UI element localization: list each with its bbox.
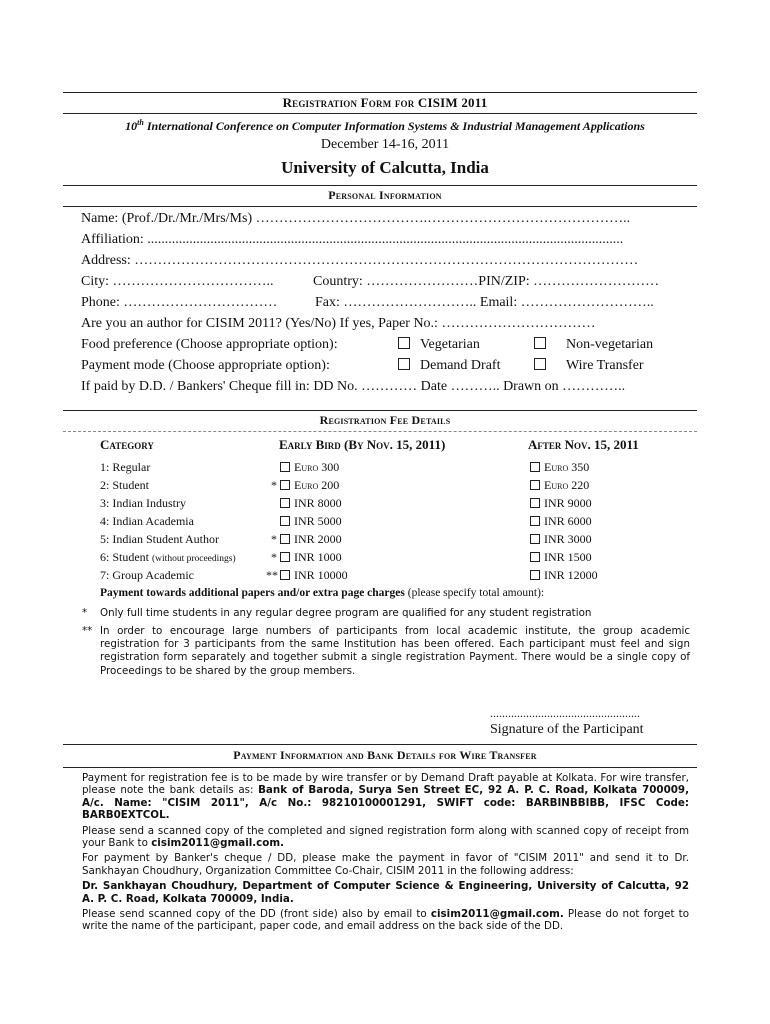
after-date-option[interactable]: INR 1500: [530, 550, 592, 565]
food-nonveg-option[interactable]: Non-vegetarian: [534, 337, 653, 353]
fee-footnote-mark: *: [271, 478, 277, 492]
early-bird-option[interactable]: INR 2000: [280, 532, 342, 547]
nonveg-checkbox[interactable]: [534, 337, 546, 349]
note-student-mark: *: [82, 607, 88, 619]
address-field[interactable]: Address: ………………………………………………………………………………………………: [81, 253, 639, 268]
after-date-checkbox[interactable]: [530, 480, 540, 490]
payment-mode-label: Payment mode (Choose appropriate option):: [81, 358, 330, 373]
wire-transfer-checkbox[interactable]: [534, 358, 546, 370]
additional-payment-line[interactable]: Payment towards additional papers and/or extra page charges (please specify total amount):: [100, 587, 545, 599]
payment-para-bank: Payment for registration fee is to be made by wire transfer or by Demand Draft payable at Kolkata. For wire transfer, please note the bank details as: Bank of Baroda, Surya Sen Street EC, 92 A. P. C. Road, Kolkata 700009, A/c. Name: "CISIM 2011", A/c No.: 98210100001291, SWIFT code: BARBINBBIBB, IFSC Code: BARB0EXTCOL.: [82, 772, 689, 822]
early-bird-checkbox[interactable]: [280, 570, 290, 580]
vegetarian-checkbox[interactable]: [398, 337, 410, 349]
after-date-checkbox[interactable]: [530, 570, 540, 580]
early-bird-checkbox[interactable]: [280, 498, 290, 508]
title-rule: [63, 113, 697, 114]
after-date-checkbox[interactable]: [530, 534, 540, 544]
fee-footnote-mark: *: [271, 550, 277, 564]
fee-category: 2: Student: [100, 478, 150, 492]
fee-category: 5: Indian Student Author: [100, 532, 219, 546]
note-group-mark: **: [82, 625, 93, 637]
signature-line[interactable]: ..................................................: [490, 706, 640, 720]
payment-para-address: Dr. Sankhayan Choudhury, Department of Computer Science & Engineering, University of Calcutta, 92 A. P. C. Road, Kolkata 700009, India.: [82, 880, 689, 905]
food-vegetarian-option[interactable]: Vegetarian: [398, 337, 480, 353]
payment-rule-top: [63, 744, 697, 745]
conference-venue: University of Calcutta, India: [281, 158, 489, 177]
early-bird-checkbox[interactable]: [280, 480, 290, 490]
after-date-option[interactable]: INR 3000: [530, 532, 592, 547]
fee-footnote-mark: **: [266, 568, 278, 582]
after-date-checkbox[interactable]: [530, 552, 540, 562]
fee-category: 7: Group Academic: [100, 568, 194, 582]
after-date-checkbox[interactable]: [530, 462, 540, 472]
after-date-checkbox[interactable]: [530, 516, 540, 526]
after-date-option[interactable]: Euro 350: [530, 460, 589, 475]
after-date-option[interactable]: INR 12000: [530, 568, 598, 583]
fee-rule-bottom: [63, 431, 697, 432]
note-student: Only full time students in any regular degree program are qualified for any student registration: [100, 607, 592, 619]
early-bird-checkbox[interactable]: [280, 462, 290, 472]
col-early-header: Early Bird (By Nov. 15, 2011): [279, 437, 446, 452]
phone-field[interactable]: Phone: ……………………………: [81, 295, 278, 310]
after-date-option[interactable]: INR 9000: [530, 496, 592, 511]
col-after-header: After Nov. 15, 2011: [528, 437, 639, 452]
early-bird-option[interactable]: Euro 200: [280, 478, 339, 493]
fee-rule-top: [63, 410, 697, 411]
payment-heading: Payment Information and Bank Details for Wire Transfer: [233, 748, 537, 762]
payment-para-scan: Please send a scanned copy of the completed and signed registration form along with scanned copy of receipt from your Bank to cisim2011@gmail.com.: [82, 824, 689, 850]
dd-details-field[interactable]: If paid by D.D. / Bankers' Cheque fill in: DD No. ………… Date ……….. Drawn on …………..: [81, 379, 626, 394]
after-date-option[interactable]: Euro 220: [530, 478, 589, 493]
name-field[interactable]: Name: (Prof./Dr./Mr./Mrs/Ms) ……………………………….……………………………………..: [81, 211, 631, 226]
pay-dd-option[interactable]: Demand Draft: [398, 358, 500, 374]
personal-rule-bottom: [63, 206, 697, 207]
fax-email-field[interactable]: Fax: ……………………….. Email: ………………………..: [315, 295, 654, 310]
early-bird-option[interactable]: INR 10000: [280, 568, 348, 583]
pay-wire-option[interactable]: Wire Transfer: [534, 358, 644, 374]
fee-category: 6: Student (without proceedings): [100, 550, 236, 564]
payment-para-dd: Please send scanned copy of the DD (front side) also by email to cisim2011@gmail.com. Please do not forget to write the name of the participant, paper code, and email address on the back side of the DD.: [82, 908, 690, 933]
payment-rule-bottom: [63, 767, 697, 768]
fee-heading: Registration Fee Details: [319, 413, 451, 427]
food-label: Food preference (Choose appropriate option):: [81, 337, 338, 352]
fee-category: 4: Indian Academia: [100, 514, 194, 528]
early-bird-option[interactable]: Euro 300: [280, 460, 339, 475]
payment-para-cheque: For payment by Banker's cheque / DD, please make the payment in favor of "CISIM 2011" and send it to Dr. Sankhayan Choudhury, Organization Committee Co-Chair, CISIM 2011 in the following address:: [82, 852, 689, 877]
payment-details: [82, 772, 689, 936]
author-field[interactable]: Are you an author for CISIM 2011? (Yes/No) If yes, Paper No.: ……………………………: [81, 316, 596, 331]
form-title: Registration Form for CISIM 2011: [282, 95, 488, 110]
country-pin-field[interactable]: Country: ……………………PIN/ZIP: ………………………: [313, 274, 660, 289]
conference-dates: December 14-16, 2011: [320, 137, 450, 152]
personal-heading: Personal Information: [328, 188, 442, 202]
conference-name: 10th International Conference on Computer Information Systems & Industrial Management Applications: [125, 118, 645, 133]
fee-category: 1: Regular: [100, 460, 151, 474]
city-field[interactable]: City: ……………………………..: [81, 274, 274, 289]
note-group: In order to encourage large numbers of participants from local academic institute, the group academic registration for 3 participants from the same Institution has been offered. Each participant must feel and sign registration form separately and together submit a single registration Payment. There would be a single copy of Proceedings to be shared by the group members.: [100, 625, 690, 677]
affiliation-field[interactable]: Affiliation: ........................................................................................................................................: [81, 232, 624, 247]
personal-rule-top: [63, 185, 697, 186]
signature-label: Signature of the Participant: [490, 722, 644, 737]
early-bird-checkbox[interactable]: [280, 552, 290, 562]
demand-draft-checkbox[interactable]: [398, 358, 410, 370]
fee-category: 3: Indian Industry: [100, 496, 186, 510]
fee-footnote-mark: *: [271, 532, 277, 546]
top-rule: [63, 92, 697, 93]
early-bird-checkbox[interactable]: [280, 516, 290, 526]
early-bird-option[interactable]: INR 5000: [280, 514, 342, 529]
email-link-2[interactable]: cisim2011@gmail.com.: [430, 908, 564, 921]
early-bird-checkbox[interactable]: [280, 534, 290, 544]
after-date-option[interactable]: INR 6000: [530, 514, 592, 529]
after-date-checkbox[interactable]: [530, 498, 540, 508]
early-bird-option[interactable]: INR 1000: [280, 550, 342, 565]
col-category-header: Category: [100, 437, 154, 452]
email-link[interactable]: cisim2011@gmail.com.: [151, 837, 285, 850]
early-bird-option[interactable]: INR 8000: [280, 496, 342, 511]
